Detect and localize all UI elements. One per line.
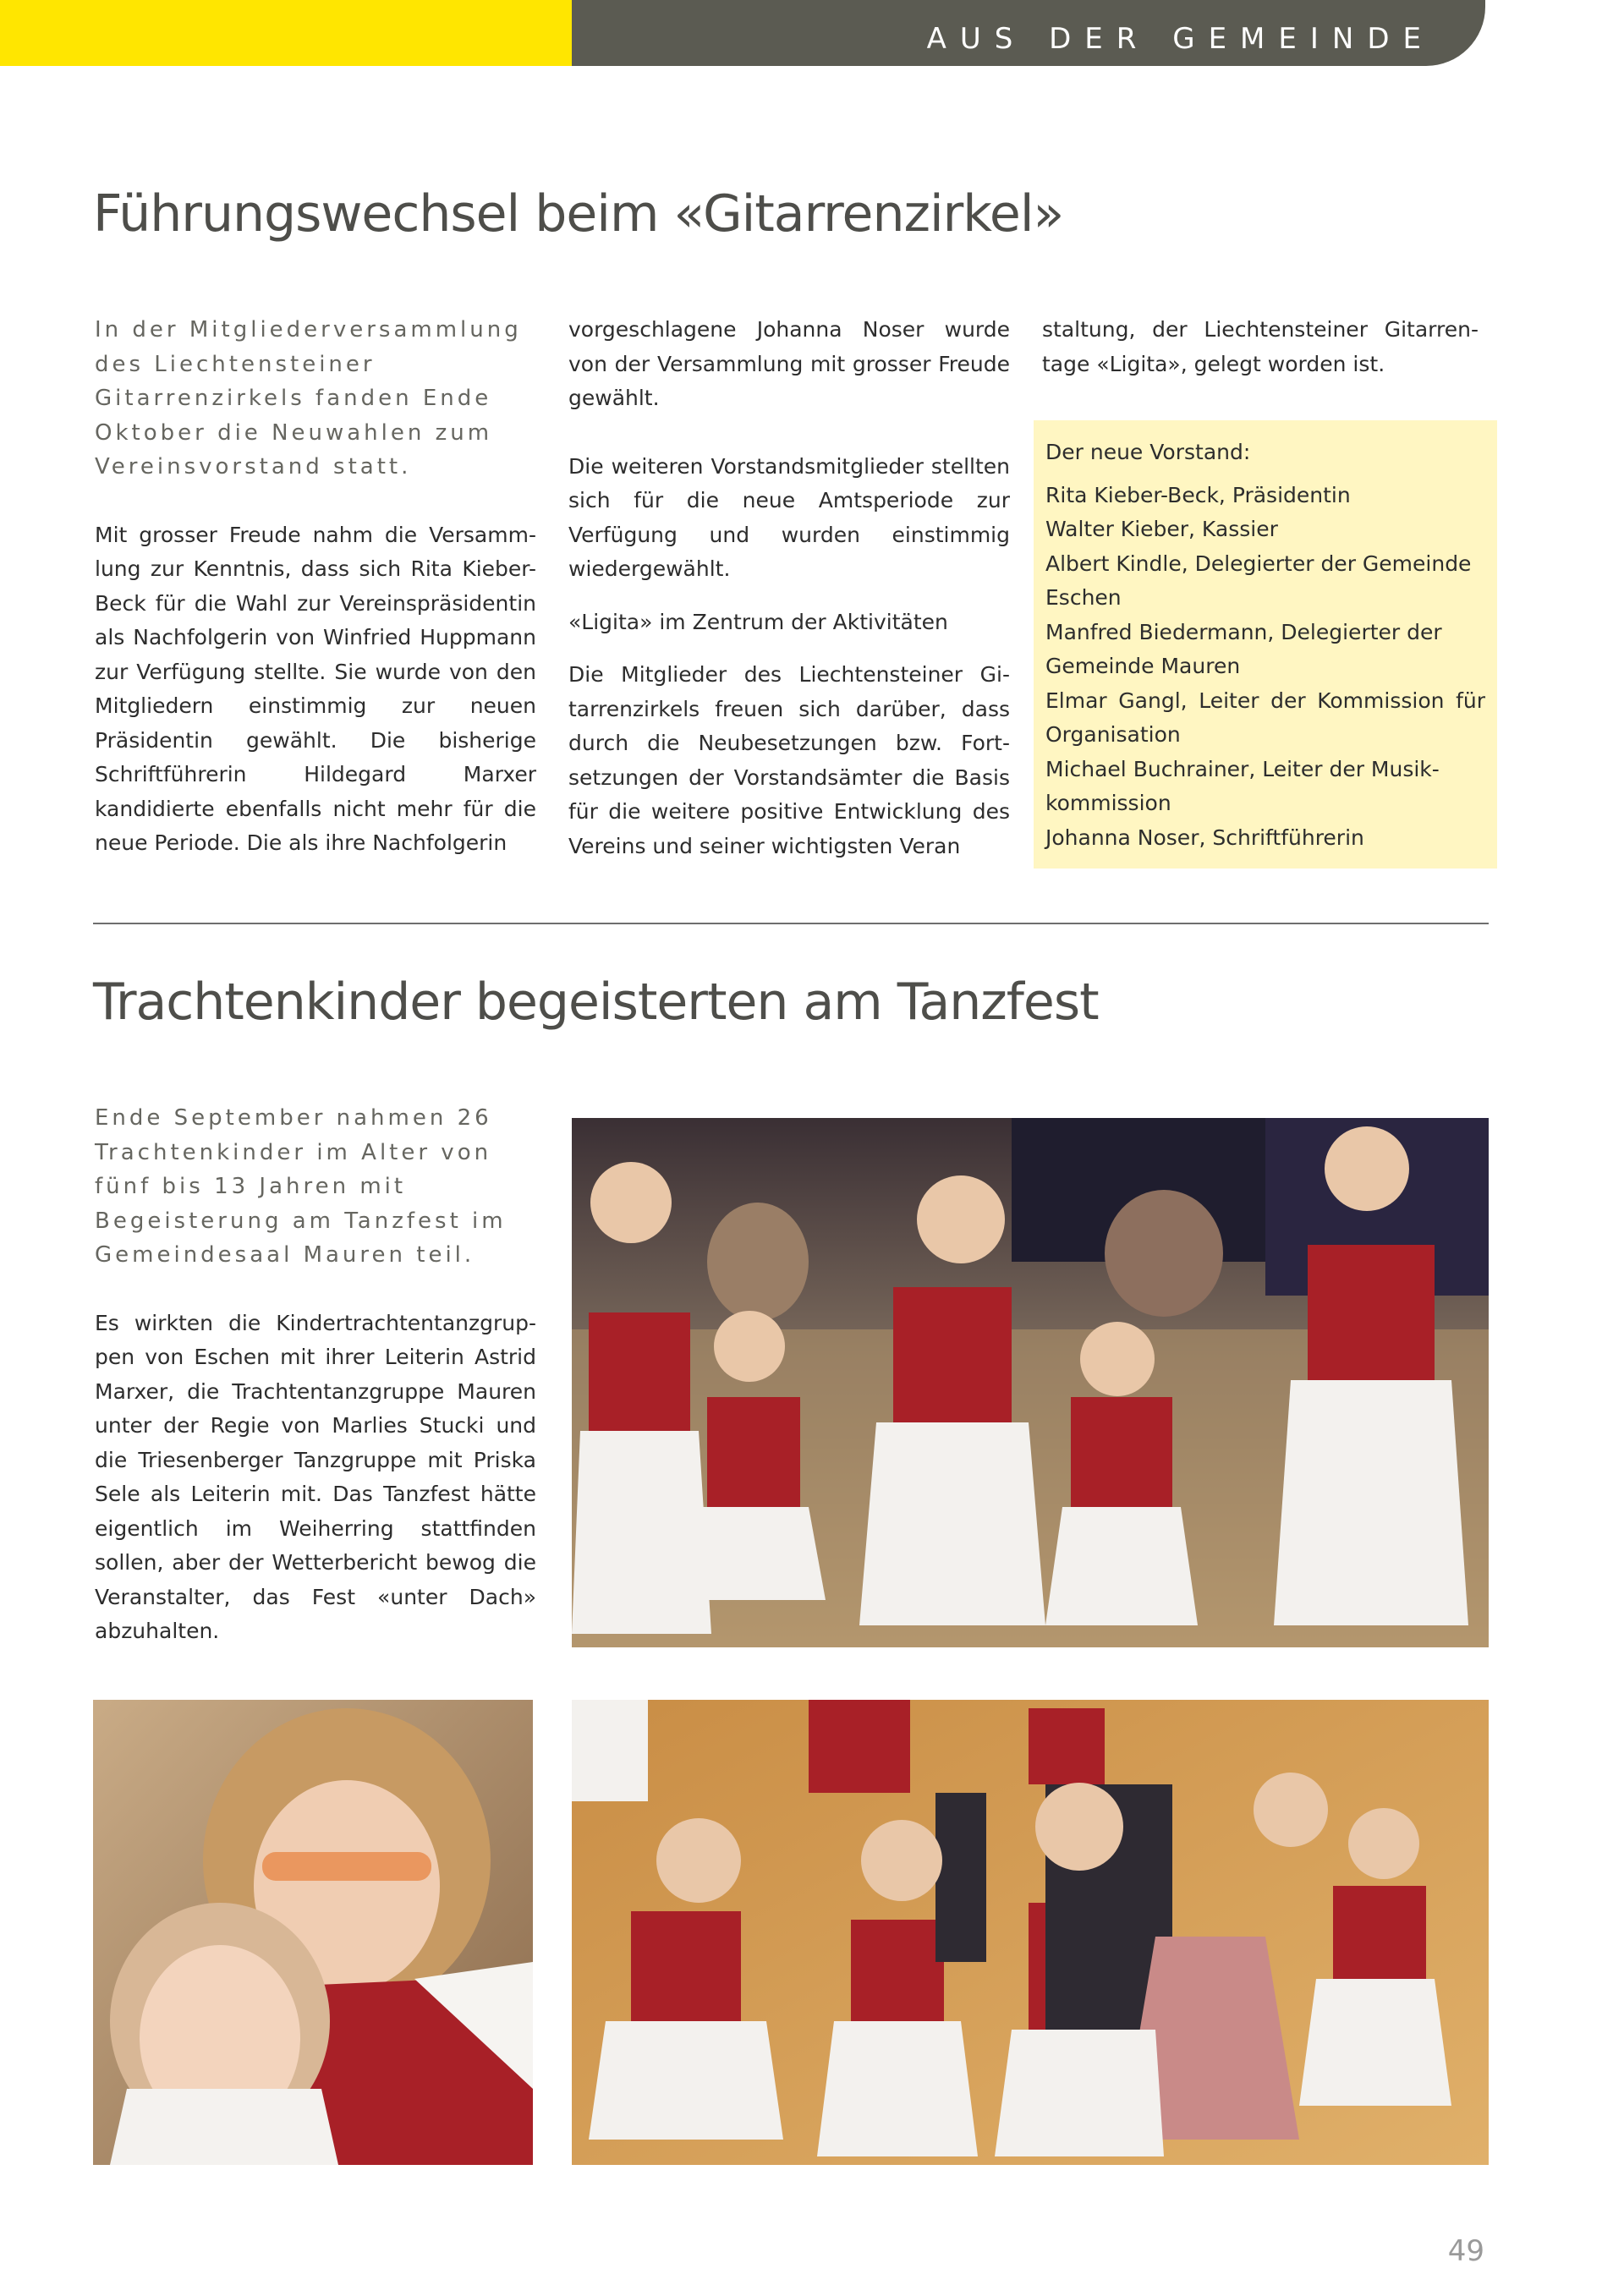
article1-paragraph: vorgeschlagene Johanna Noser wurde von der Versammlung mit grosser Freude gewählt. (568, 317, 1010, 410)
article2-column-1 (95, 1101, 536, 1649)
board-member-list (1045, 479, 1485, 856)
board-heading: Der neue Vorstand: (1045, 440, 1251, 464)
article1-paragraph: Die Mitglieder des Liechtensteiner Gitarrenzirkels freuen sich darüber, dass durch die Neubesetzungen bzw. Fortsetzungen der Vorstandsämter die Basis für die weitere positive Entwicklung des Vereins und seiner wichtigsten Veran (568, 662, 1010, 858)
photo-group-dance-floor (572, 1700, 1489, 2165)
article2-paragraph: Es wirkten die Kindertrachtentanzgruppen von Eschen mit ihrer Leiterin Astrid Marxer, die Trachtentanzgruppe Mauren unter der Regie von Marlies Stucki und die Triesenberger Tanzgruppe mit Priska Sele als Leiterin mit. Das Tanzfest hätte eigentlich im Weiherring stattfinden sollen, aber der Wetterbericht bewog die Veranstalter, das Fest «unter Dach» abzuhalten. (95, 1310, 536, 1643)
board-member: Michael Buchrainer, Leiter der Musikkommission (1045, 756, 1440, 815)
article1-paragraph: staltung, der Liechtensteiner Gitarrentage «Ligita», gelegt worden ist. (1042, 317, 1479, 376)
article1-title: Führungswechsel beim «Gitarrenzirkel» (93, 184, 1064, 244)
photo-children-dancing-hall (572, 1118, 1489, 1647)
board-member: Elmar Gangl, Leiter der Kommission für Organisation (1045, 688, 1485, 747)
article1-column-1 (95, 313, 536, 861)
article1-lead: In der Mitgliederversammlung des Liechtensteiner Gitarrenzirkels fanden Ende Oktober die Neuwahlen zum Vereinsvorstand statt. (95, 317, 522, 479)
article1-subheading: «Ligita» im Zentrum der Aktivitäten (568, 609, 948, 634)
board-member: Johanna Noser, Schriftführerin (1045, 825, 1364, 850)
board-info-box (1034, 420, 1497, 869)
article2-lead: Ende September nahmen 26 Trachtenkinder im Alter von fünf bis 13 Jahren mit Begeisterung am Tanzfest im Gemeindesaal Mauren teil. (95, 1105, 507, 1268)
section-divider (93, 923, 1489, 924)
section-label: AUS DER GEMEINDE (926, 22, 1435, 56)
board-member: Manfred Biedermann, Delegierter der Gemeinde Mauren (1045, 619, 1442, 678)
header-yellow-bar (0, 0, 572, 66)
page-number: 49 (1447, 2234, 1484, 2268)
board-member: Rita Kieber-Beck, Präsidentin (1045, 482, 1351, 507)
board-member: Albert Kindle, Delegierter der Gemeinde Eschen (1045, 551, 1472, 610)
article1-column-3 (1042, 313, 1479, 381)
article2-title: Trachtenkinder begeisterten am Tanzfest (93, 973, 1099, 1032)
header-dark-bar (572, 0, 1485, 66)
photo-children-portrait (93, 1700, 533, 2165)
article1-paragraph: Die weiteren Vorstandsmitglieder stellten sich für die neue Amtsperiode zur Verfügung und wurden einstimmig wiedergewählt. (568, 453, 1010, 581)
article1-column-2 (568, 313, 1010, 863)
board-member: Walter Kieber, Kassier (1045, 517, 1278, 541)
article1-paragraph: Mit grosser Freude nahm die Versammlung zur Kenntnis, dass sich Rita Kieber-Beck für die Wahl zur Vereinspräsidentin als Nachfolgerin von Winfried Huppmann zur Verfügung stellte. Sie wurde von den Mitgliedern einstimmig zur neuen Präsidentin gewählt. Die bisherige Schriftführerin Hildegard Marxer kandidierte ebenfalls nicht mehr für die neue Periode. Die als ihre Nachfolgerin (95, 522, 536, 855)
